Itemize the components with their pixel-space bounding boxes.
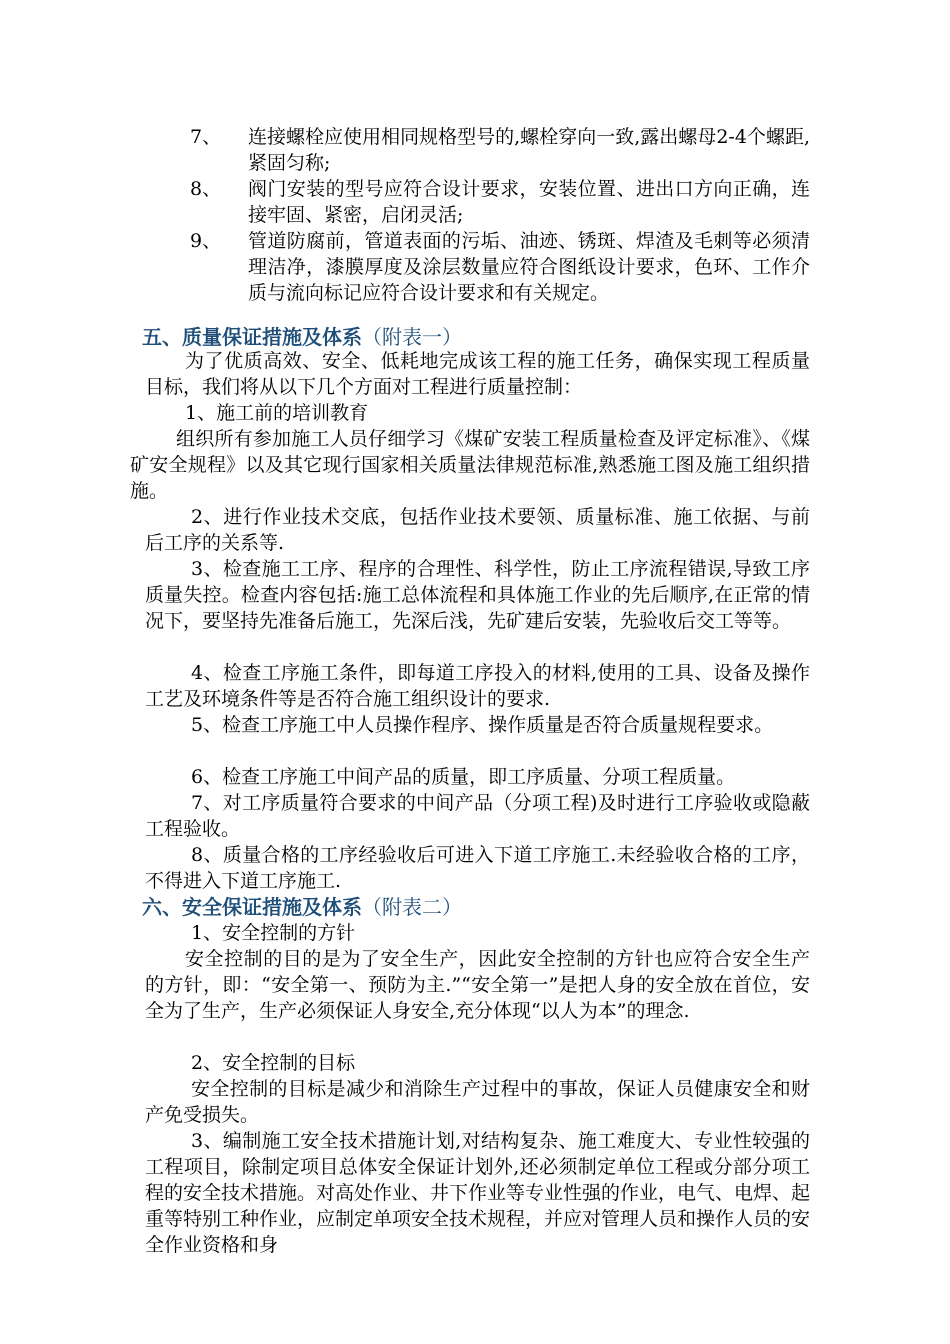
list-number: 9、 — [190, 230, 222, 252]
section-title: 六、安全保证措施及体系 — [142, 895, 362, 919]
paragraph: 5、检查工序施工中人员操作程序、操作质量是否符合质量规程要求。 — [191, 714, 774, 736]
subheading: 2、安全控制的目标 — [191, 1052, 356, 1074]
subheading: 1、施工前的培训教育 — [185, 402, 369, 424]
list-text: 阀门安装的型号应符合设计要求，安装位置、进出口方向正确，连接牢固、紧密，启闭灵活; — [248, 178, 810, 226]
paragraph: 4、检查工序施工条件，即每道工序投入的材料,使用的工具、设备及操作工艺及环境条件等是否符合施工组织设计的要求. — [145, 662, 810, 710]
list-number: 8、 — [190, 178, 222, 200]
paragraph: 7、对工序质量符合要求的中间产品（分项工程)及时进行工序验收或隐蔽工程验收。 — [145, 792, 810, 840]
section-note: （附表二） — [362, 895, 462, 919]
section-heading-quality — [142, 323, 802, 351]
paragraph: 为了优质高效、安全、低耗地完成该工程的施工任务，确保实现工程质量目标，我们将从以下几个方面对工程进行质量控制： — [145, 350, 810, 398]
list-number: 7、 — [190, 126, 222, 148]
paragraph: 安全控制的目标是减少和消除生产过程中的事故，保证人员健康安全和财产免受损失。 — [145, 1078, 810, 1126]
list-text: 连接螺栓应使用相同规格型号的,螺栓穿向一致,露出螺母2-4个螺距,紧固匀称; — [248, 126, 810, 174]
paragraph: 安全控制的目的是为了安全生产，因此安全控制的方针也应符合安全生产的方针，即：“安全第一、预防为主.”“安全第一”是把人身的安全放在首位，安全为了生产，生产必须保证人身安全,充分体现“以人为本”的理念. — [145, 948, 810, 1022]
section-note: （附表一） — [362, 325, 462, 349]
list-text: 管道防腐前，管道表面的污垢、油迹、锈斑、焊渣及毛刺等必须清理洁净，漆膜厚度及涂层数量应符合图纸设计要求，色环、工作介质与流向标记应符合设计要求和有关规定。 — [248, 230, 810, 304]
paragraph: 2、进行作业技术交底，包括作业技术要领、质量标准、施工依据、与前后工序的关系等. — [145, 506, 810, 554]
section-heading-safety — [142, 893, 802, 921]
paragraph: 3、检查施工工序、程序的合理性、科学性，防止工序流程错误,导致工序质量失控。检查内容包括:施工总体流程和具体施工作业的先后顺序,在正常的情况下，要坚持先准备后施工，先深后浅，先矿建后安装，先验收后交工等等。 — [145, 558, 810, 632]
paragraph: 3、编制施工安全技术措施计划,对结构复杂、施工难度大、专业性较强的工程项目，除制定项目总体安全保证计划外,还必须制定单位工程或分部分项工程的安全技术措施。对高处作业、井下作业等专业性强的作业，电气、电焊、起重等特别工种作业，应制定单项安全技术规程，并应对管理人员和操作人员的安全作业资格和身 — [145, 1130, 811, 1256]
subheading: 1、安全控制的方针 — [191, 922, 356, 944]
paragraph: 8、质量合格的工序经验收后可进入下道工序施工.未经验收合格的工序，不得进入下道工序施工. — [145, 844, 810, 892]
paragraph: 组织所有参加施工人员仔细学习《煤矿安装工程质量检查及评定标准》、《煤矿安全规程》以及其它现行国家相关质量法律规范标准,熟悉施工图及施工组织措施。 — [130, 428, 810, 502]
paragraph: 6、检查工序施工中间产品的质量，即工序质量、分项工程质量。 — [191, 766, 736, 788]
section-title: 五、质量保证措施及体系 — [142, 325, 362, 349]
